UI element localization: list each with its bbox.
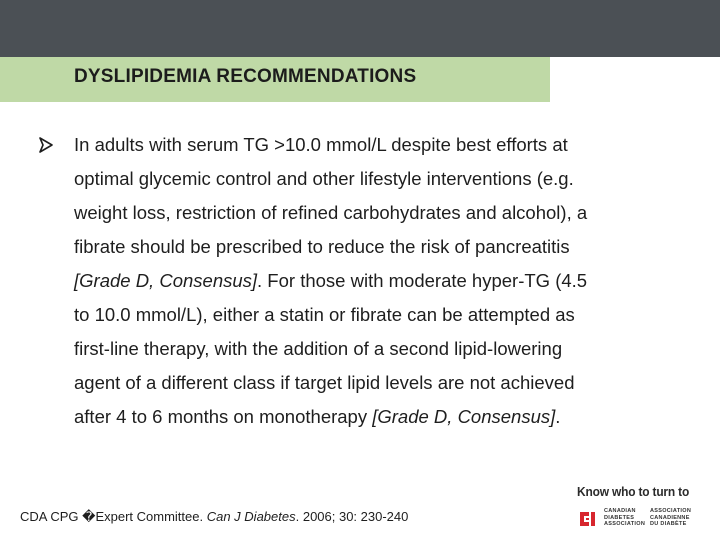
body-text-span: . [555, 406, 561, 427]
citation-authors: CDA CPG �Expert Committee. [20, 509, 207, 524]
body-line: first-line therapy, with the addition of a second lipid-lowering [74, 338, 563, 359]
body-text-span: . For those with moderate hyper-TG (4.5 [257, 270, 588, 291]
body-line [74, 264, 674, 298]
org-name-french [650, 508, 691, 528]
tagline: Know who to turn to [577, 484, 690, 499]
org-name-line: CANADIENNE [650, 514, 690, 521]
org-name-english [604, 508, 645, 528]
grade-reference: [Grade D, Consensus] [372, 406, 556, 427]
citation-journal: Can J Diabetes [206, 509, 296, 524]
body-line [74, 400, 674, 434]
citation-details: . 2006; 30: 230-240 [295, 509, 409, 524]
org-name-line: DU DIABÈTE [650, 521, 687, 527]
body-line: to 10.0 mmol/L), either a statin or fibrate can be attempted as [74, 304, 575, 325]
body-line: In adults with serum TG >10.0 mmol/L despite best efforts at [74, 134, 568, 155]
org-name-line: CANADIAN [604, 508, 636, 514]
org-name-line: ASSOCIATION [650, 508, 692, 514]
body-text-span: after 4 to 6 months on monotherapy [74, 406, 373, 427]
body-line: optimal glycemic control and other lifestyle interventions (e.g. [74, 168, 574, 189]
org-name-line: ASSOCIATION [604, 521, 646, 527]
arrow-bullet-icon [38, 137, 54, 153]
body-line: fibrate should be prescribed to reduce the risk of pancreatitis [74, 236, 570, 257]
recommendation-text [74, 128, 674, 434]
body-line: agent of a different class if target lipid levels are not achieved [74, 372, 575, 393]
cda-logo-icon [577, 508, 599, 530]
grade-reference: [Grade D, Consensus] [74, 270, 258, 291]
org-name-line: DIABETES [604, 514, 635, 521]
citation [20, 509, 408, 525]
body-line: weight loss, restriction of refined carbohydrates and alcohol), a [74, 202, 588, 223]
slide-title: DYSLIPIDEMIA RECOMMENDATIONS [74, 66, 417, 87]
header-bar [0, 0, 720, 57]
